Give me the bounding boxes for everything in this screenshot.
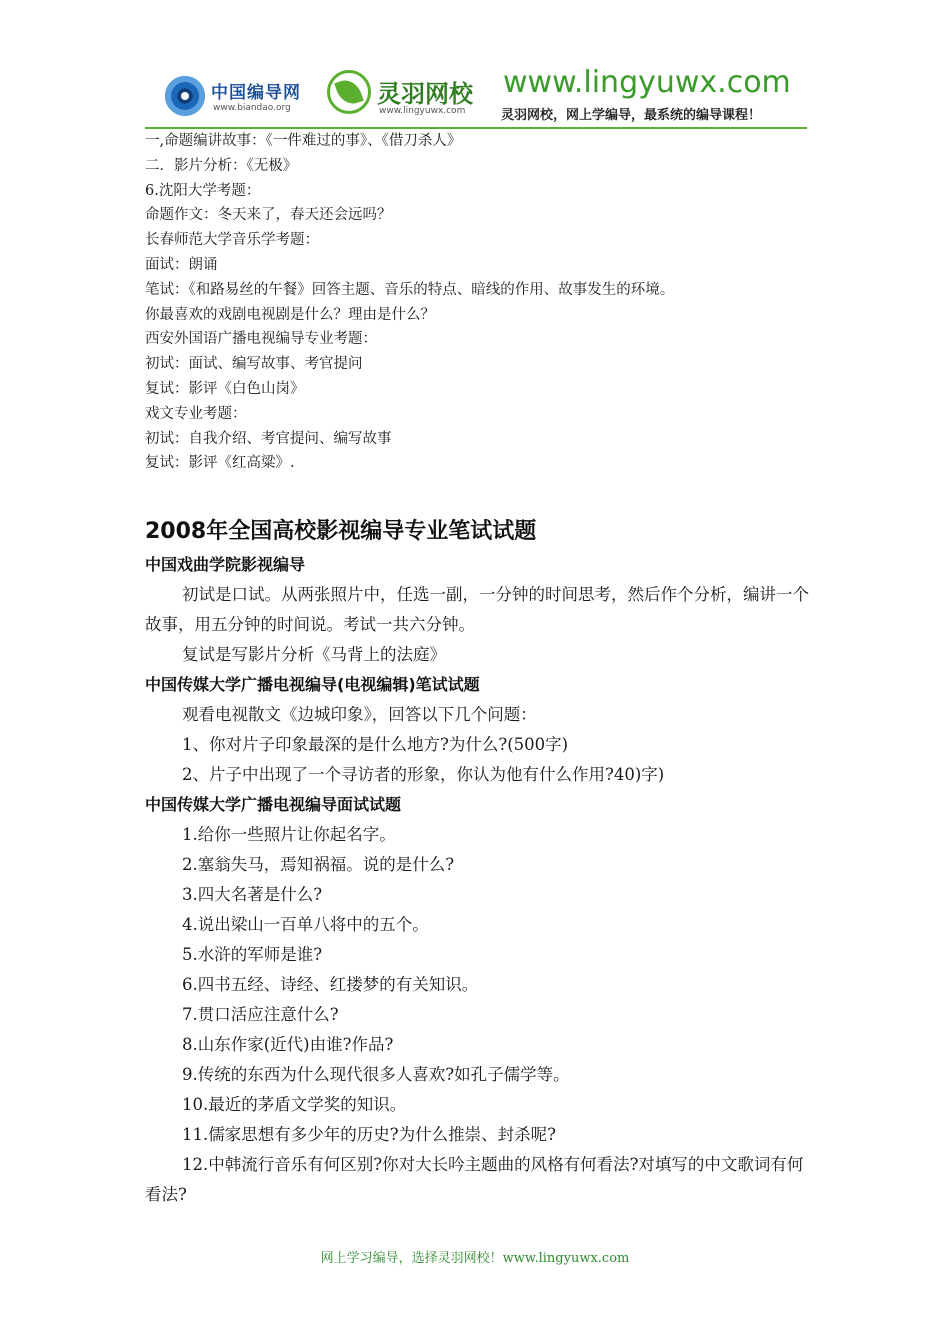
question-item: 7.贯口活应注意什么?	[182, 1005, 339, 1025]
text-line: 复试：影评《白色山岗》	[145, 380, 305, 397]
text-line: 长春师范大学音乐学考题：	[145, 232, 319, 249]
text-line: 复试：影评《红高粱》.	[145, 455, 295, 472]
text-line: 命题作文：冬天来了，春天还会远吗？	[145, 207, 392, 224]
text-line: 戏文专业考题：	[145, 405, 247, 422]
subsection-heading-xiqu: 中国戏曲学院影视编导	[145, 555, 306, 575]
site-banner	[495, 66, 807, 123]
text-line: 西安外国语广播电视编导专业考题：	[145, 331, 377, 348]
question-item: 1、你对片子印象最深的是什么地方?为什么?(500字)	[182, 735, 569, 755]
question-item: 4.说出梁山一百单八将中的五个。	[182, 915, 429, 935]
site-slogan: 灵羽网校，网上学编导，最系统的编导课程！	[501, 108, 762, 123]
text-line: 初试：面试、编写故事、考官提问	[145, 356, 363, 373]
biandao-logo-url: www.biandao.org	[213, 103, 291, 113]
exam-list	[145, 129, 813, 476]
paragraph: 观看电视散文《边城印象》，回答以下几个问题：	[182, 705, 537, 725]
text-line: 你最喜欢的戏剧电视剧是什么？理由是什么？	[145, 306, 435, 323]
section-heading: 2008年全国高校影视编导专业笔试试题	[145, 519, 537, 545]
biandao-logo-name: 中国编导网	[211, 83, 301, 103]
biandao-logo[interactable]	[165, 72, 325, 122]
subsection-heading-cuc-interview: 中国传媒大学广播电视编导面试试题	[145, 795, 402, 815]
lingyu-logo[interactable]	[327, 68, 477, 124]
page-header	[145, 62, 807, 130]
paragraph: 复试是写影片分析《马背上的法庭》	[182, 645, 446, 665]
paragraph: 初试是口试。从两张照片中，任选一副，一分钟的时间思考，然后作个分析，编讲一个故事，用五分钟的时间说。考试一共六分钟。	[145, 585, 809, 635]
question-item: 2.塞翁失马，焉知祸福。说的是什么?	[182, 855, 455, 875]
question-item: 10.最近的茅盾文学奖的知识。	[182, 1095, 407, 1115]
lingyu-logo-name: 灵羽网校	[377, 80, 473, 108]
text-line: 面试：朗诵	[145, 256, 218, 273]
site-url-link[interactable]: www.lingyuwx.com	[503, 65, 791, 100]
question-item: 5.水浒的军师是谁?	[182, 945, 323, 965]
text-line: 二．影片分析：《无极》	[145, 157, 298, 174]
text-line: 一,命题编讲故事：《一件难过的事》、《借刀杀人》	[145, 133, 462, 149]
question-item: 12.中韩流行音乐有何区别?你对大长吟主题曲的风格有何看法?对填写的中文歌词有何看法?	[145, 1155, 804, 1205]
question-item: 8.山东作家(近代)由谁?作品?	[182, 1035, 394, 1055]
text-line: 笔试：《和路易丝的午餐》回答主题、音乐的特点、暗线的作用、故事发生的环境。	[145, 281, 675, 298]
question-item: 6.四书五经、诗经、红搂梦的有关知识。	[182, 975, 479, 995]
text-line: 6.沈阳大学考题：	[145, 182, 261, 199]
question-item: 2、片子中出现了一个寻访者的形象，你认为他有什么作用?40)字)	[182, 765, 665, 785]
question-item: 9.传统的东西为什么现代很多人喜欢?如孔子儒学等。	[182, 1065, 570, 1085]
leaf-icon	[327, 70, 371, 114]
question-item: 3.四大名著是什么?	[182, 885, 323, 905]
question-item: 11.儒家思想有多少年的历史?为什么推崇、封杀呢?	[182, 1125, 556, 1145]
question-item: 1.给你一些照片让你起名字。	[182, 825, 396, 845]
text-line: 初试：自我介绍、考官提问、编写故事	[145, 430, 392, 447]
page-footer: 网上学习编导，选择灵羽网校！www.lingyuwx.com	[320, 1251, 630, 1266]
biandao-logo-icon	[165, 76, 205, 116]
interview-question-list	[145, 820, 813, 1210]
document-body	[145, 129, 813, 1210]
lingyu-logo-url: www.lingyuwx.com	[379, 106, 466, 116]
subsection-heading-cuc-written: 中国传媒大学广播电视编导(电视编辑)笔试试题	[145, 675, 480, 695]
